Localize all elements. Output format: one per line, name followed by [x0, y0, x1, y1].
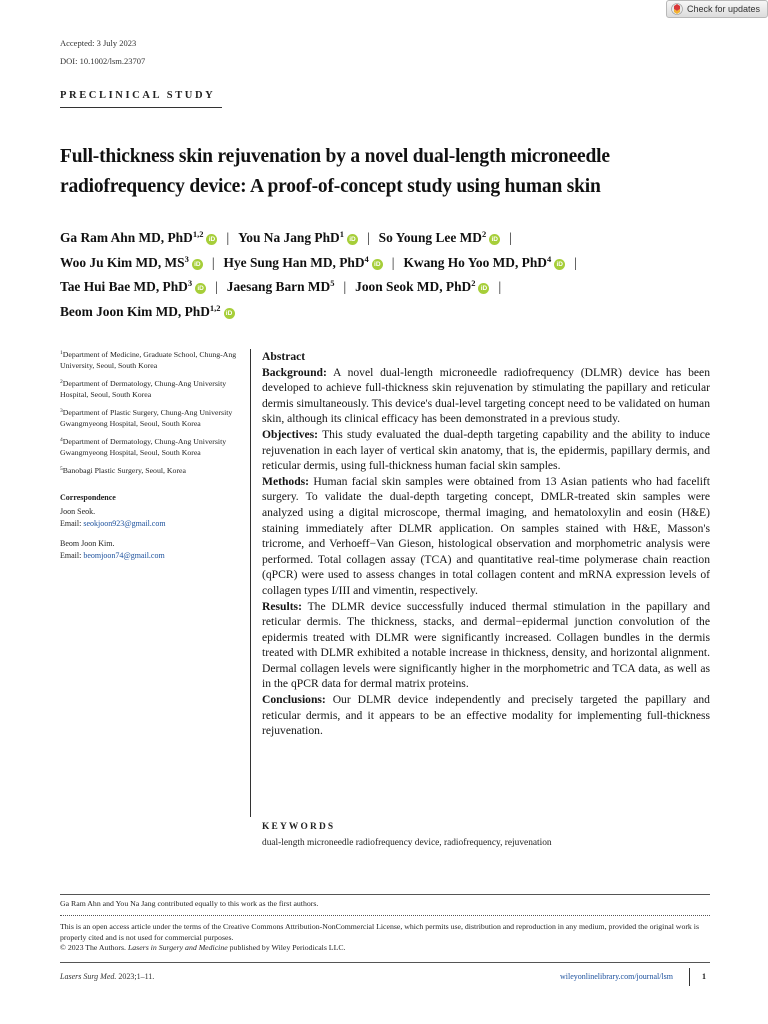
orcid-icon[interactable]: iD [372, 259, 383, 270]
page-number-divider [689, 968, 690, 986]
author[interactable]: Ga Ram Ahn MD, PhD$^{1,2}$iD [60, 230, 217, 245]
affiliation: $^4$Department of Dermatology, Chung-Ang University Gwangmyeong Hospital, Seoul, South Korea [60, 437, 227, 457]
author-line-2: Woo Ju Kim MD, $MS^3iD$ | Hye Sung Han MD, PhD$^4$iD | Kwang Ho Yoo MD, PhD$^4$iD | [60, 253, 577, 270]
orcid-icon[interactable]: iD [478, 283, 489, 294]
orcid-icon[interactable]: iD [224, 308, 235, 319]
orcid-icon[interactable]: iD [554, 259, 565, 270]
footnote-rule [60, 894, 710, 895]
abstract-heading: Abstract [262, 350, 306, 363]
footnote-divider [60, 915, 710, 916]
correspondence-name: Joon Seok. [60, 507, 96, 516]
author-line-3: Tae Hui Bae MD, PhD$^3$iD | Jaesang Barn $MD^5$ | Joon Seok MD, PhD$^2$iD | [60, 278, 502, 294]
section-rule [60, 107, 222, 108]
author[interactable]: So Young Lee $MD^2iD$ [379, 230, 501, 245]
abstract-conclusions: Conclusions: Our DLMR device independently and precisely targeted the papillary and reticular dermis, and it appears to be an effective modality for implementing full-thickness rejuvenation. [262, 693, 710, 738]
author-line-1: Ga Ram Ahn MD, PhD$^{1,2}$iD | You Na Jang PhD$^1$iD | So Young Lee $MD^2iD$ | [60, 229, 512, 245]
accepted-date: Accepted: 3 July 2023 [60, 38, 137, 48]
author[interactable]: Tae Hui Bae MD, PhD$^3$iD [60, 279, 206, 294]
abstract-methods: Methods: Human facial skin samples were obtained from 13 Asian patients who had facelift surgery. To validate the dual-depth targeting concept, DMLR-treated skin samples were analyzed using a digital microscope, thermal imaging, and hematoloxylin and eosin (H&E) staining immediately after DLMR application. On samples stained with H&E, Masson's tricrome, and Verhoeff−Van Gieson, histological observation and morphometric analysis were performed. Total collagen assay (TCA) and quantitative real-time polymerase chain reaction (qPCR) were used to assess changes in total collagen content and mRNA expression levels of collagen types I/III and vimentin, respectively. [262, 474, 710, 597]
author[interactable]: Woo Ju Kim MD, $MS^3iD$ [60, 255, 203, 270]
abstract-background: Background: A novel dual-length microneedle radiofrequency (DLMR) device has been developed to achieve full-thickness skin rejuvenation by stimulating the papillary and reticular dermis simultaneously. This device's dual-level targeting concept need to be validated on human skin, although its clinical efficacy has been demonstrated in a previous study. [262, 365, 710, 426]
author[interactable]: Jaesang Barn $MD^5$ [226, 278, 335, 294]
article-title: Full-thickness skin rejuvenation by a novel dual-length microneedle radiofrequency device: A proof-of-concept study using human skin [60, 146, 610, 197]
abstract-results: Results: The DLMR device successfully induced thermal stimulation in the papillary and reticular dermis. The thickness, stacks, and dermal−epidermal junction convolution of the epidermis treated with DLMR were significantly increased. Collagen bundles in the dermis treated with DLMR exhibited a notable increase in thickness, density, and horizontal alignment. Dermal collagen levels were significantly higher in the morphometric and TCA data, as well as in the qPCR data for dermal matrix proteins. [262, 599, 710, 691]
footnote-contribution: Ga Ram Ahn and You Na Jang contributed equally to this work as the first authors. [60, 899, 319, 908]
correspondence-name: Beom Joon Kim. [60, 539, 115, 548]
author[interactable]: Joon Seok MD, PhD$^2$iD [355, 279, 489, 294]
affiliation: $^1$Department of Medicine, Graduate School, Chung-Ang University, Seoul, South Korea [60, 350, 237, 370]
crossmark-icon [671, 3, 683, 15]
correspondence-email-line: Email: seokjoon923@gmail.com [60, 519, 166, 528]
author[interactable]: Hye Sung Han MD, PhD$^4$iD [224, 255, 383, 270]
footer-rule [60, 962, 710, 963]
check-for-updates-button[interactable] [666, 0, 768, 18]
author[interactable]: Beom Joon Kim MD, PhD$^{1,2}$iD [60, 304, 235, 319]
email-link[interactable]: seokjoon923@gmail.com [83, 519, 166, 528]
email-link[interactable]: beomjoon74@gmail.com [83, 551, 165, 560]
affiliations-column [60, 349, 240, 562]
abstract-objectives: Objectives: This study evaluated the dual-depth targeting capability and the ability to induce rejuvenation in each layer of vertical skin anatomy, that is, the epidermis, papillary dermis, and reticular dermis, using full-thickness human facial skin samples. [262, 427, 710, 473]
column-divider [250, 349, 251, 817]
journal-citation: Lasers Surg Med. 2023;1–11. [60, 972, 155, 981]
abstract [262, 349, 710, 739]
orcid-icon[interactable]: iD [489, 234, 500, 245]
orcid-icon[interactable]: iD [192, 259, 203, 270]
keywords-heading: KEYWORDS [262, 822, 336, 832]
author[interactable]: You Na Jang PhD$^1$iD [238, 230, 358, 245]
author-line-4 [60, 300, 750, 325]
keywords: dual-length microneedle radiofrequency device, radiofrequency, rejuvenation [262, 838, 552, 848]
page-number: 1 [702, 972, 706, 981]
doi: DOI: 10.1002/lsm.23707 [60, 56, 146, 66]
author-list [60, 226, 750, 324]
section-label: PRECLINICAL STUDY [60, 90, 216, 101]
journal-link[interactable]: wileyonlinelibrary.com/journal/lsm [559, 972, 673, 981]
correspondence-heading: Correspondence [60, 493, 116, 502]
correspondence-email-line: Email: beomjoon74@gmail.com [60, 551, 165, 560]
orcid-icon[interactable]: iD [347, 234, 358, 245]
check-for-updates-label: Check for updates [687, 4, 761, 14]
footnote-license: This is an open access article under the terms of the Creative Commons Attribution-NonCommercial License, which permits use, distribution and reproduction in any medium, provided the original work is properly cited and is not used for commercial purposes. © 2023 The Authors. Lasers in Surgery and Medicine published by Wiley Periodicals LLC. [60, 922, 699, 952]
affiliation: $^5$Banobagi Plastic Surgery, Seoul, Korea [60, 466, 186, 475]
orcid-icon[interactable]: iD [195, 283, 206, 294]
affiliation: $^2$Department of Dermatology, Chung-Ang University Hospital, Seoul, South Korea [60, 379, 227, 399]
orcid-icon[interactable]: iD [206, 234, 217, 245]
author[interactable]: Kwang Ho Yoo MD, PhD$^4$iD [403, 255, 565, 270]
affiliation: $^3$Department of Plastic Surgery, Chung-Ang University Gwangmyeong Hospital, Seoul, South Korea [60, 408, 233, 428]
